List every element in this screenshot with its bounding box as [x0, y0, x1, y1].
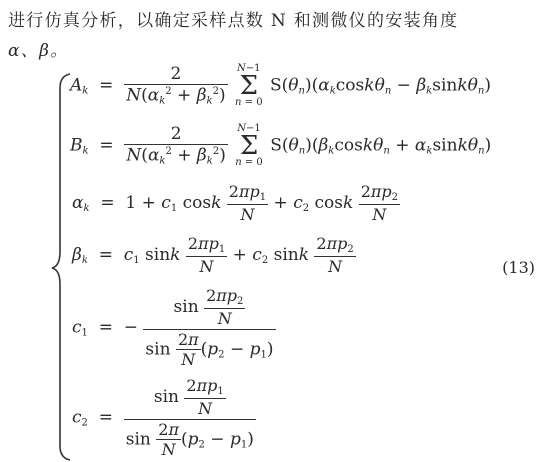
intro-line-1: 进行仿真分析，以确定采样点数 N 和测微仪的安装角度: [8, 11, 459, 31]
equation-c1: $c_1$ = − sin $\frac{2\pi p_2}{N}$ sin $\frac{2\pi}{N}$ $(p_2 - p_1)$: [72, 286, 274, 369]
equation-number: (13): [502, 258, 535, 277]
equation-alpha-k: $\alpha_k = 1 + c_1$ cosk $\frac{2\pi p_1}{N}$ + $c_2$ cosk $\frac{2\pi p_2}{N}$: [72, 182, 399, 224]
equation-b-k: $B_k$ = $\frac{2}{N(\alpha_k^2 + \beta_k^2)}$ N−1 Σ n = 0 $S(\theta_n)(\beta_k\cos k\theta_n + \alpha_k\sin k\theta_n)$: [70, 123, 492, 168]
equation-c2: $c_2$ = sin $\frac{2\pi p_1}{N}$ sin $\frac{2\pi}{N}$ $(p_2 - p_1)$: [72, 376, 254, 459]
equation-a-k: $A_k$ = $\frac{2}{N(\alpha_k^2 + \beta_k^2)}$ N−1 Σ n = 0 $S(\theta_n)(\alpha_k\cos k\theta_n - \beta_k\sin k\theta_n)$: [70, 63, 491, 108]
intro-line-2: α、β。: [8, 41, 69, 61]
equation-beta-k: $\beta_k = c_1$ sink $\frac{2\pi p_1}{N}$ + $c_2$ sink $\frac{2\pi p_2}{N}$: [72, 234, 354, 276]
